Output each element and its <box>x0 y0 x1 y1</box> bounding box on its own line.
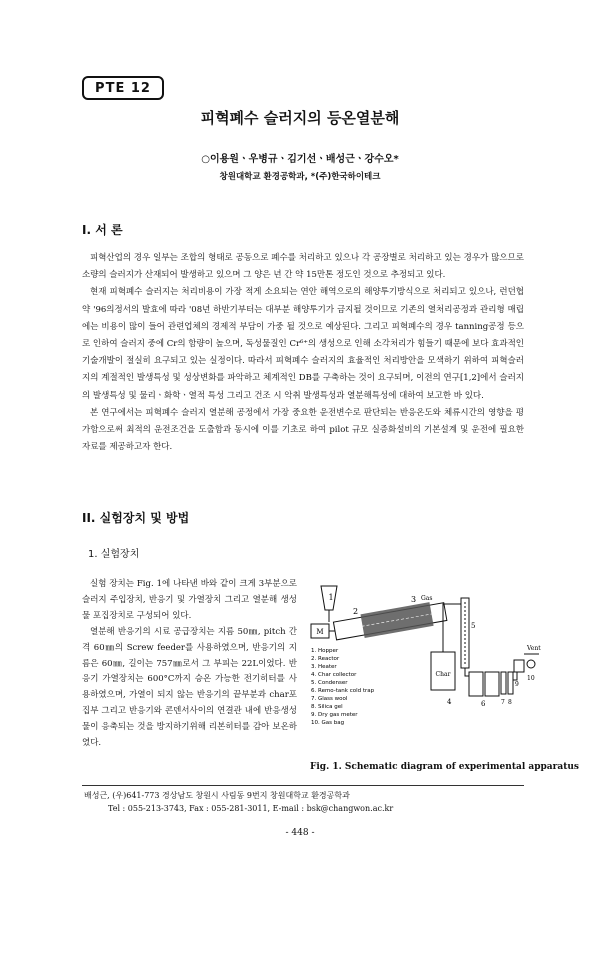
reactor-number: 2 <box>353 607 359 616</box>
paragraph: 피혁산업의 경우 일부는 조합의 형태로 공동으로 폐수를 처리하고 있으나 각 공장별로 처리하고 있는 경우가 많으므로 소량의 슬러지가 산재되어 발생하고 있으며 그 양은 년 간 약 15만톤 정도인 것으로 추정되고 있다. <box>82 253 524 281</box>
apparatus-diagram <box>303 580 543 758</box>
legend-item: 1. Hopper <box>311 648 339 654</box>
legend-item: 7. Glass wool <box>311 696 348 702</box>
footnote-divider <box>82 785 524 786</box>
author-list: ○이용원ㆍ우병규ㆍ김기선ㆍ배성근ㆍ강수오* <box>201 154 399 165</box>
silica-gel-number: 8 <box>508 699 512 706</box>
paper-title: 피혁폐수 슬러지의 등온열분해 <box>200 109 400 127</box>
vent-label: Vent <box>527 645 541 652</box>
legend-item: 4. Char collector <box>311 672 357 678</box>
motor-label: M <box>316 628 324 636</box>
footnote <box>84 790 393 815</box>
bag-number: 10 <box>527 675 535 682</box>
paragraph: 현재 피혁폐수 슬러지는 처리비용이 가장 적게 소요되는 연안 해역으로의 해양투기방식으로 처리되고 있으나, 런던협약 '96의정서의 발효에 따라 '08년 하반기부터는 대부분 해양투기가 금지될 것이므로 기존의 열처리공정과 관리형 매립에는 비용이 많이 들어 관련업체의 경제적 부담이 가중 될 것으로 예상된다. 그리고 피혁폐수의 경우 tanning공정 등으로 인하여 슬러지 중에 Cr의 함량이 높으며, 독성물질인 Cr⁶⁺의 생성으로 인해 소각처리가 힘들기 때문에 보다 효과적인 기술개발이 절실히 요구되고 있는 실정이다. 따라서 피혁폐수 슬러지의 효율적인 처리방안을 모색하기 위하여 피혁슬러지의 계절적인 발생특성 및 성상변화를 파악하고 체계적인 DB를 구축하는 것이 요구되며, 이전의 연구[1,2]에서 슬러지의 발생특성 및 물리ㆍ화학ㆍ열적 특성 그리고 건조 시 악취 발생특성과 열분해특성에 대하여 보고한 바 있다. <box>82 287 524 401</box>
reactor-tube <box>333 600 446 642</box>
glass-wool-number: 7 <box>501 699 505 706</box>
legend-item: 3. Heater <box>311 664 337 670</box>
gas-bag <box>527 660 535 668</box>
silica-gel <box>508 672 513 694</box>
apparatus-body <box>82 577 297 752</box>
legend-item: 6. Remo-tank cold trap <box>311 688 375 694</box>
figure-caption: Fig. 1. Schematic diagram of experimental apparatus <box>310 762 579 772</box>
legend-item: 5. Condenser <box>311 680 348 686</box>
paragraph: 열분해 반응기의 시료 공급장치는 지름 50㎜, pitch 간격 60㎜의 Screw feeder를 사용하였으며, 반응기의 지름은 60㎜, 길이는 757㎜로서 그 부피는 22L이었다. 반응기 가열장치는 600°C까지 승온 가능한 전기히터를 사용하였으며, 가열이 되지 않는 반응기의 끝부분과 char포집부 그리고 반응기와 콘덴서사이의 연결관 내에 반응생성물이 응축되는 것을 방지하기위해 리본히터를 감아 보온하였다. <box>82 626 297 749</box>
legend-item: 2. Reactor <box>311 656 340 662</box>
affiliation: 창원대학교 환경공학과, *(주)한국하이테크 <box>219 172 381 182</box>
page-number: - 448 - <box>285 828 315 838</box>
trap-number: 6 <box>481 700 486 708</box>
section-heading-introduction: I. 서 론 <box>82 223 123 237</box>
gas-meter <box>514 660 524 672</box>
glass-wool <box>501 672 506 694</box>
paragraph: 본 연구에서는 피혁폐수 슬러지 열분해 공정에서 가장 중요한 운전변수로 판단되는 반응온도와 체류시간의 영향을 평가함으로써 최적의 운전조건을 도출함과 동시에 이를 기초로 하여 pilot 규모 실증화설비의 기본설계 및 운전에 필요한 자료를 제공하고자 한다. <box>82 407 524 453</box>
introduction-body <box>82 250 524 456</box>
heater-number: 3 <box>411 595 417 604</box>
apparatus-figure <box>303 580 543 758</box>
gas-label: Gas <box>421 595 433 602</box>
condenser <box>461 598 469 668</box>
char-label: Char <box>435 671 451 678</box>
meter-number: 9 <box>515 681 519 688</box>
legend-item: 10. Gas bag <box>311 720 345 726</box>
subsection-heading-apparatus: 1. 실험장치 <box>88 549 140 560</box>
legend-item: 9. Dry gas meter <box>311 712 358 718</box>
paragraph: 실험 장치는 Fig. 1에 나타낸 바와 같이 크게 3부분으로 슬러지 주입장치, 반응기 및 가열장치 그리고 열분해 생성물 포집장치로 구성되어 있다. <box>82 579 297 621</box>
footnote-address: 배성근, (우)641-773 경상남도 창원시 사림동 9번지 창원대학교 환경공학과 <box>84 791 350 800</box>
cold-traps <box>469 672 499 696</box>
condenser-number: 5 <box>471 622 476 630</box>
hopper-number: 1 <box>328 593 334 602</box>
session-badge: PTE 12 <box>82 76 164 100</box>
char-collector-number: 4 <box>447 698 452 706</box>
footnote-contact: Tel : 055-213-3743, Fax : 055-281-3011, E-mail : bsk@changwon.ac.kr <box>108 803 394 813</box>
figure-legend <box>311 648 375 726</box>
section-heading-methods: II. 실험장치 및 방법 <box>82 511 190 525</box>
legend-item: 8. Silica gel <box>311 704 343 710</box>
